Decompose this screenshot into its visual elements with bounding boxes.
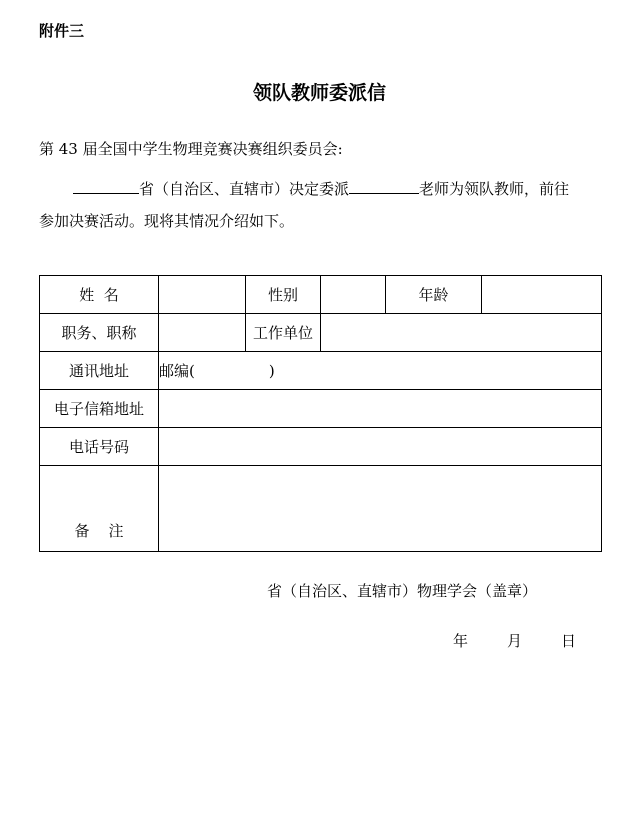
- province-blank[interactable]: [73, 177, 139, 194]
- letter-paragraph-1: [73, 177, 569, 199]
- table-row-address: [40, 352, 602, 390]
- letter-paragraph-2: 参加决赛活动。现将其情况介绍如下。: [39, 212, 295, 230]
- phone-label: 电话号码: [40, 428, 159, 466]
- email-field[interactable]: [159, 390, 602, 428]
- postcode-suffix: ): [268, 362, 275, 380]
- remarks-label: 备 注: [40, 466, 159, 552]
- attachment-label: 附件三: [39, 22, 85, 40]
- age-field[interactable]: [482, 276, 602, 314]
- table-row-remarks: [40, 466, 602, 552]
- gender-field[interactable]: [321, 276, 386, 314]
- gender-label: 性别: [246, 276, 321, 314]
- address-label: 通讯地址: [40, 352, 159, 390]
- postcode-prefix: 邮编(: [159, 362, 195, 380]
- age-label: 年龄: [386, 276, 482, 314]
- name-label: 姓 名: [40, 276, 159, 314]
- workplace-label: 工作单位: [246, 314, 321, 352]
- remarks-field[interactable]: [159, 466, 602, 552]
- phone-field[interactable]: [159, 428, 602, 466]
- email-label: 电子信箱地址: [40, 390, 159, 428]
- date-line: [453, 631, 576, 651]
- society-seal-line: 省（自治区、直辖市）物理学会（盖章）: [267, 582, 538, 600]
- year-label: 年: [453, 632, 469, 650]
- table-row-name: [40, 276, 602, 314]
- address-field[interactable]: [159, 352, 602, 390]
- page-title: 领队教师委派信: [252, 82, 386, 104]
- letter-text-part2: 老师为领队教师，前往: [419, 180, 570, 198]
- table-row-position: [40, 314, 602, 352]
- table-row-phone: [40, 428, 602, 466]
- workplace-field[interactable]: [321, 314, 602, 352]
- day-label: 日: [561, 632, 577, 650]
- name-field[interactable]: [159, 276, 246, 314]
- letter-text-part1: 省（自治区、直辖市）决定委派: [139, 180, 350, 198]
- table-row-email: [40, 390, 602, 428]
- teacher-name-blank[interactable]: [349, 177, 419, 194]
- addressee-line: 第 43 届全国中学生物理竞赛决赛组织委员会:: [39, 140, 343, 158]
- teacher-info-table: [39, 275, 602, 552]
- position-field[interactable]: [159, 314, 246, 352]
- position-label: 职务、职称: [40, 314, 159, 352]
- month-label: 月: [507, 632, 523, 650]
